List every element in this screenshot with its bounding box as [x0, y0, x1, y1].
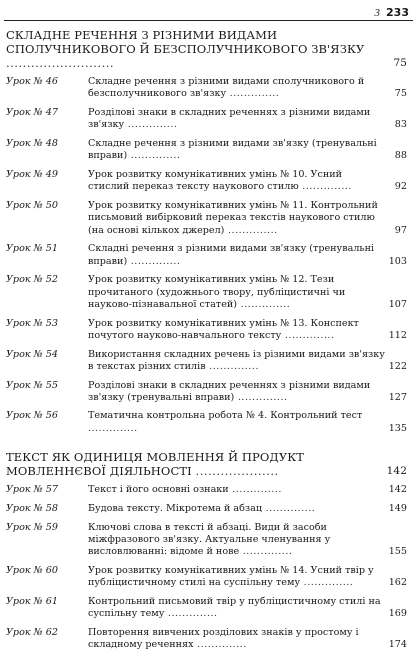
section-page: 75 [393, 57, 407, 69]
leader-dots: .............. [234, 391, 288, 403]
lesson-title: Урок розвитку комунікативних умінь № 13. Конспект почутого науково-навчального тексту [88, 317, 359, 341]
lesson-page: 75 [394, 88, 407, 100]
lesson-label: Урок № 48 [6, 138, 58, 150]
toc-entry [6, 197, 407, 240]
page-header [375, 6, 409, 19]
lesson-title: Текст і його основні ознаки [88, 484, 229, 496]
toc-entry [6, 562, 407, 593]
lesson-title-block [88, 410, 407, 435]
leader-dots: .................... [195, 464, 279, 479]
toc-entry [6, 481, 407, 500]
lesson-page: 135 [388, 422, 407, 434]
page-number: 233 [386, 6, 409, 19]
leader-dots: .............. [224, 224, 278, 236]
toc-entry [6, 500, 407, 519]
lesson-title-block [88, 169, 407, 194]
lesson-page: 83 [394, 119, 407, 131]
lesson-page: 107 [388, 298, 407, 310]
lesson-page: 142 [388, 484, 407, 496]
lesson-title: Урок розвитку комунікативних умінь № 11. Контрольний письмовий вибірковий переказ текстів наукового стилю (на основі кількох джерел) [88, 200, 378, 236]
toc-entry [6, 135, 407, 166]
leader-dots: .............. [262, 503, 316, 515]
leader-dots: .............. [239, 546, 293, 558]
lesson-title-block [88, 76, 407, 101]
toc-entry [6, 624, 407, 655]
leader-dots: .............. [205, 360, 259, 372]
lesson-title-block [88, 522, 407, 559]
lesson-title: Урок розвитку комунікативних умінь № 14. Усний твір у публіцистичному стилі на суспільну тему [88, 565, 374, 589]
toc-entry [6, 593, 407, 624]
leader-dots: .............. [164, 608, 218, 620]
section-number: 3 [374, 7, 381, 19]
lesson-page: 112 [388, 329, 407, 341]
lesson-label: Урок № 57 [6, 484, 58, 496]
lesson-label: Урок № 56 [6, 410, 58, 422]
table-of-contents [6, 28, 407, 659]
lesson-page: 92 [394, 181, 407, 193]
lesson-title: Розділові знаки в складних реченнях з різними видами зв'язку [88, 107, 371, 131]
lesson-title: Будова тексту. Мікротема й абзац [88, 503, 263, 515]
leader-dots: .......................... [6, 56, 115, 70]
lesson-title-block [88, 484, 407, 496]
lesson-title-block [88, 503, 407, 515]
lesson-label: Урок № 51 [6, 243, 58, 255]
toc-section [6, 28, 407, 438]
lesson-title-block [88, 349, 407, 374]
lesson-page: 149 [388, 503, 407, 515]
lesson-label: Урок № 58 [6, 503, 58, 515]
toc-entry [6, 345, 407, 376]
leader-dots: .............. [127, 150, 181, 162]
lesson-title: Розділові знаки в складних реченнях з різними видами зв'язку (тренувальні вправи) [88, 379, 371, 403]
leader-dots: .............. [237, 298, 291, 310]
lesson-title: Тематична контрольна робота № 4. Контрольний тест [88, 410, 363, 422]
toc-entry [6, 104, 407, 135]
lesson-label: Урок № 47 [6, 107, 58, 119]
lesson-title: Ключові слова в тексті й абзаці. Види й засоби міжфразового зв'язку. Актуальне членування у висловлюванні: відоме й нове [88, 521, 331, 558]
header-rule [4, 20, 413, 21]
toc-entry [6, 73, 407, 104]
leader-dots: .............. [228, 484, 282, 496]
leader-dots: .............. [298, 181, 352, 193]
lesson-title-block [88, 627, 407, 652]
lesson-title: Повторення вивчених розділових знаків у простому і складному реченнях [88, 626, 359, 651]
lesson-page: 103 [388, 255, 407, 267]
lesson-title: Складне речення з різними видами зв'язку (тренувальні вправи) [88, 138, 377, 162]
lesson-title-block [88, 274, 407, 311]
section-page: 142 [386, 465, 407, 478]
lesson-label: Урок № 61 [6, 596, 58, 608]
toc-entry [6, 240, 407, 271]
lesson-page: 155 [388, 546, 407, 558]
lesson-page: 127 [388, 391, 407, 403]
lesson-label: Урок № 55 [6, 379, 58, 391]
leader-dots: .............. [124, 119, 178, 131]
lesson-title: Використання складних речень із різними видами зв'язку в текстах різних стилів [88, 348, 385, 372]
lesson-label: Урок № 54 [6, 348, 58, 360]
lesson-title-block [88, 596, 407, 621]
lesson-label: Урок № 53 [6, 317, 58, 329]
lesson-title-block [88, 107, 407, 132]
lesson-title-block [88, 243, 407, 268]
lesson-title-block [88, 200, 407, 237]
lesson-title-block [88, 138, 407, 163]
toc-section [6, 450, 407, 655]
lesson-page: 88 [394, 150, 407, 162]
lesson-label: Урок № 62 [6, 626, 58, 638]
lesson-title: Урок розвитку комунікативних умінь № 10. Усний стислий переказ тексту наукового стилю [88, 169, 343, 193]
lesson-page: 169 [388, 608, 407, 620]
toc-entry [6, 407, 407, 438]
leader-dots: .............. [226, 88, 280, 100]
lesson-page: 97 [394, 224, 407, 236]
toc-entry [6, 314, 407, 345]
toc-entry [6, 166, 407, 197]
toc-entry [6, 271, 407, 314]
leader-dots: .............. [127, 255, 181, 267]
lesson-page: 162 [388, 577, 407, 589]
lesson-label: Урок № 60 [6, 565, 58, 577]
section-title: ТЕКСТ ЯК ОДИНИЦЯ МОВЛЕННЯ Й ПРОДУКТ МОВЛЕННЄВОЇ ДІЯЛЬНОСТІ .................... 142 [6, 450, 407, 479]
toc-entry [6, 376, 407, 407]
leader-dots: .............. [193, 639, 247, 651]
lesson-label: Урок № 59 [6, 521, 58, 533]
leader-dots: .............. [300, 577, 354, 589]
lesson-label: Урок № 50 [6, 200, 58, 212]
toc-entry [6, 519, 407, 562]
lesson-title-block [88, 318, 407, 343]
leader-dots: .............. [281, 329, 335, 341]
lesson-page: 122 [388, 360, 407, 372]
lesson-label: Урок № 46 [6, 76, 58, 88]
leader-dots: .............. [88, 422, 138, 434]
lesson-title: Контрольний письмовий твір у публіцистичному стилі на суспільну тему [88, 596, 381, 620]
lesson-title: Складне речення з різними видами сполучникового й безсполучникового зв'язку [88, 76, 365, 100]
lesson-title-block [88, 565, 407, 590]
lesson-page: 174 [388, 639, 407, 651]
lesson-title-block [88, 380, 407, 405]
lesson-label: Урок № 49 [6, 169, 58, 181]
lesson-title: Складні речення з різними видами зв'язку (тренувальні вправи) [88, 243, 375, 267]
lesson-label: Урок № 52 [6, 274, 58, 286]
section-title: СКЛАДНЕ РЕЧЕННЯ З РІЗНИМИ ВИДАМИ СПОЛУЧНИКОВОГО Й БЕЗСПОЛУЧНИКОВОГО ЗВ'ЯЗКУ .......................... 75 [6, 28, 407, 70]
lesson-title: Урок розвитку комунікативних умінь № 12. Тези прочитаного (художнього твору, публіцистичні чи науково-пізнавальної статей) [88, 274, 346, 310]
